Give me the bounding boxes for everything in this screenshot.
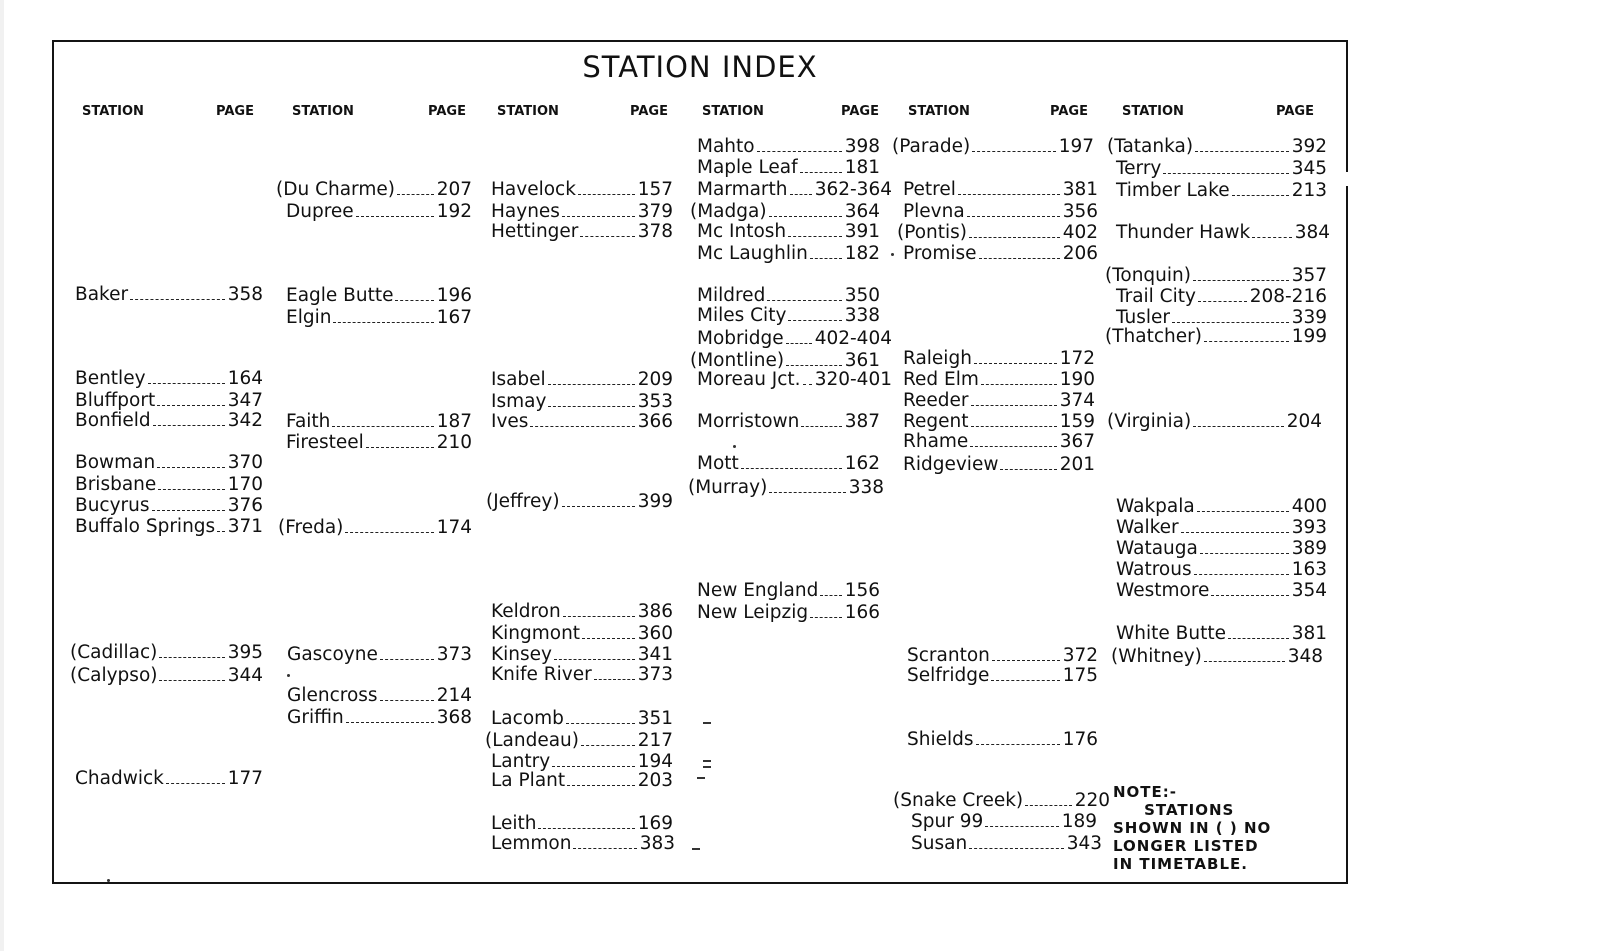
column-header-page: PAGE bbox=[1050, 104, 1088, 119]
station-entry bbox=[907, 646, 1098, 666]
station-page: 182 bbox=[844, 243, 880, 264]
station-page: 338 bbox=[848, 477, 884, 498]
station-name: Havelock bbox=[491, 179, 576, 200]
station-name: Trail City bbox=[1116, 286, 1196, 307]
station-entry bbox=[75, 391, 263, 411]
station-page: 339 bbox=[1291, 307, 1327, 328]
station-name: Reeder bbox=[903, 390, 969, 411]
station-entry bbox=[75, 411, 263, 431]
station-entry bbox=[697, 454, 880, 474]
station-name: (Calypso) bbox=[70, 665, 158, 686]
station-page: 199 bbox=[1291, 326, 1327, 347]
station-name: Raleigh bbox=[903, 348, 972, 369]
station-name: Leith bbox=[491, 813, 537, 834]
station-page: 189 bbox=[1061, 811, 1097, 832]
station-entry bbox=[1105, 266, 1327, 286]
column-header-page: PAGE bbox=[1276, 104, 1314, 119]
scan-edge bbox=[0, 0, 4, 951]
scan-mark bbox=[703, 722, 711, 724]
station-entry bbox=[690, 202, 880, 222]
station-name: Keldron bbox=[491, 601, 561, 622]
station-entry bbox=[893, 791, 1110, 811]
station-name: Bentley bbox=[75, 368, 146, 389]
station-name: Knife River bbox=[491, 664, 592, 685]
station-entry bbox=[491, 771, 673, 791]
station-entry bbox=[697, 581, 880, 601]
station-name: (Parade) bbox=[892, 136, 971, 157]
station-entry bbox=[286, 412, 472, 432]
station-name: Tusler bbox=[1116, 307, 1170, 328]
column-header-station: STATION bbox=[908, 104, 970, 119]
station-name: Kingmont bbox=[491, 623, 581, 644]
station-entry bbox=[491, 412, 673, 432]
station-page: 398 bbox=[844, 136, 880, 157]
station-name: Mildred bbox=[697, 285, 766, 306]
station-page: 392 bbox=[1291, 136, 1327, 157]
station-entry bbox=[697, 329, 892, 349]
station-name: (Landeau) bbox=[485, 730, 579, 751]
station-entry bbox=[491, 202, 673, 222]
station-page: 345 bbox=[1291, 158, 1327, 179]
station-entry bbox=[286, 308, 472, 328]
station-page: 162 bbox=[844, 453, 880, 474]
station-entry bbox=[75, 496, 263, 516]
station-entry bbox=[278, 518, 472, 538]
station-entry bbox=[491, 222, 673, 242]
station-page: 358 bbox=[227, 284, 263, 305]
station-page: 387 bbox=[844, 411, 880, 432]
scan-mark bbox=[733, 445, 736, 448]
station-page: 344 bbox=[227, 665, 263, 686]
station-page: 209 bbox=[637, 369, 673, 390]
station-entry bbox=[697, 137, 880, 157]
station-name: Thunder Hawk bbox=[1116, 222, 1251, 243]
station-entry bbox=[892, 137, 1094, 157]
station-name: New Leipzig bbox=[697, 602, 809, 623]
station-name: Watauga bbox=[1116, 538, 1198, 559]
station-entry bbox=[1105, 327, 1327, 347]
scan-mark bbox=[287, 674, 290, 677]
station-entry bbox=[491, 180, 673, 200]
station-entry bbox=[1116, 308, 1327, 328]
station-page: 356 bbox=[1062, 201, 1098, 222]
station-page: 214 bbox=[436, 685, 472, 706]
station-entry bbox=[907, 730, 1098, 750]
station-name: Miles City bbox=[697, 305, 787, 326]
station-entry bbox=[903, 412, 1095, 432]
station-page: 190 bbox=[1059, 369, 1095, 390]
station-name: Susan bbox=[911, 833, 968, 854]
station-page: 391 bbox=[844, 221, 880, 242]
station-page: 402-404 bbox=[814, 328, 892, 349]
station-name: Spur 99 bbox=[911, 811, 984, 832]
station-name: Lemmon bbox=[491, 833, 572, 854]
station-page: 181 bbox=[844, 157, 880, 178]
station-page: 164 bbox=[227, 368, 263, 389]
station-entry bbox=[491, 814, 673, 834]
station-name: Terry bbox=[1116, 158, 1162, 179]
station-name: Morristown bbox=[697, 411, 800, 432]
station-name: Faith bbox=[286, 411, 331, 432]
station-page: 381 bbox=[1062, 179, 1098, 200]
station-page: 360 bbox=[637, 623, 673, 644]
station-entry bbox=[491, 370, 673, 390]
station-entry bbox=[75, 475, 263, 495]
station-entry bbox=[903, 349, 1095, 369]
station-entry bbox=[903, 391, 1095, 411]
station-name: Chadwick bbox=[75, 768, 164, 789]
station-name: New England bbox=[697, 580, 819, 601]
station-page: 196 bbox=[436, 285, 472, 306]
station-page: 393 bbox=[1291, 517, 1327, 538]
station-page: 176 bbox=[1062, 729, 1098, 750]
station-name: Bluffport bbox=[75, 390, 156, 411]
station-name: Westmore bbox=[1116, 580, 1210, 601]
station-page: 192 bbox=[436, 201, 472, 222]
station-name: (Montline) bbox=[690, 350, 785, 371]
station-page: 167 bbox=[436, 307, 472, 328]
station-name: Bowman bbox=[75, 452, 156, 473]
station-entry bbox=[1116, 181, 1327, 201]
station-name: (Freda) bbox=[278, 517, 344, 538]
station-entry bbox=[491, 665, 673, 685]
station-page: 350 bbox=[844, 285, 880, 306]
station-entry bbox=[1116, 497, 1327, 517]
station-page: 163 bbox=[1291, 559, 1327, 580]
station-page: 373 bbox=[436, 644, 472, 665]
scan-mark bbox=[697, 777, 705, 779]
station-page: 367 bbox=[1059, 431, 1095, 452]
station-entry bbox=[697, 286, 880, 306]
station-page: 351 bbox=[637, 708, 673, 729]
station-name: Elgin bbox=[286, 307, 332, 328]
station-entry bbox=[75, 769, 263, 789]
station-entry bbox=[697, 412, 880, 432]
station-name: Buffalo Springs bbox=[75, 516, 216, 537]
station-entry bbox=[1116, 581, 1327, 601]
station-page: 366 bbox=[637, 411, 673, 432]
station-name: (Thatcher) bbox=[1105, 326, 1202, 347]
station-name: Kinsey bbox=[491, 644, 552, 665]
station-page: 371 bbox=[227, 516, 263, 537]
station-page: 156 bbox=[844, 580, 880, 601]
station-page: 159 bbox=[1059, 411, 1095, 432]
station-entry bbox=[697, 158, 880, 178]
station-entry bbox=[491, 645, 673, 665]
station-name: Shields bbox=[907, 729, 974, 750]
station-entry bbox=[1107, 412, 1322, 432]
station-entry bbox=[491, 752, 673, 772]
station-page: 379 bbox=[637, 201, 673, 222]
scan-mark bbox=[692, 848, 700, 850]
column-header-page: PAGE bbox=[216, 104, 254, 119]
station-page: 172 bbox=[1059, 348, 1095, 369]
station-entry bbox=[286, 433, 472, 453]
station-name: (Murray) bbox=[688, 477, 768, 498]
station-entry bbox=[903, 370, 1095, 390]
station-page: 175 bbox=[1062, 665, 1098, 686]
station-name: La Plant bbox=[491, 770, 566, 791]
station-page: 201 bbox=[1059, 454, 1095, 475]
station-page: 341 bbox=[637, 644, 673, 665]
station-page: 370 bbox=[227, 452, 263, 473]
station-entry bbox=[1116, 518, 1327, 538]
station-entry bbox=[697, 603, 880, 623]
station-name: Griffin bbox=[287, 707, 344, 728]
station-name: Mobridge bbox=[697, 328, 784, 349]
station-page: 374 bbox=[1059, 390, 1095, 411]
station-page: 320-401 bbox=[814, 369, 892, 390]
station-name: Watrous bbox=[1116, 559, 1192, 580]
station-name: Mc Intosh bbox=[697, 221, 787, 242]
station-name: Ridgeview bbox=[903, 454, 999, 475]
station-entry bbox=[276, 180, 472, 200]
station-entry bbox=[907, 666, 1098, 686]
station-entry bbox=[75, 285, 263, 305]
station-page: 194 bbox=[637, 751, 673, 772]
station-name: Bonfield bbox=[75, 410, 151, 431]
station-entry bbox=[287, 645, 472, 665]
station-page: 389 bbox=[1291, 538, 1327, 559]
station-entry bbox=[486, 492, 673, 512]
station-entry bbox=[697, 222, 880, 242]
station-name: Regent bbox=[903, 411, 969, 432]
station-name: Haynes bbox=[491, 201, 560, 222]
station-name: Ismay bbox=[491, 391, 547, 412]
station-page: 357 bbox=[1291, 265, 1327, 286]
station-entry bbox=[903, 432, 1095, 452]
station-page: 204 bbox=[1286, 411, 1322, 432]
station-entry bbox=[688, 478, 884, 498]
station-page: 384 bbox=[1294, 222, 1330, 243]
station-entry bbox=[697, 180, 892, 200]
station-entry bbox=[491, 392, 673, 412]
station-name: (Snake Creek) bbox=[893, 790, 1024, 811]
station-page: 187 bbox=[436, 411, 472, 432]
station-page: 372 bbox=[1062, 645, 1098, 666]
station-page: 348 bbox=[1287, 646, 1323, 667]
station-page: 368 bbox=[436, 707, 472, 728]
station-page: 213 bbox=[1291, 180, 1327, 201]
station-page: 208-216 bbox=[1249, 286, 1327, 307]
station-entry bbox=[75, 517, 263, 537]
station-name: (Jeffrey) bbox=[486, 491, 560, 512]
station-page: 166 bbox=[844, 602, 880, 623]
station-page: 203 bbox=[637, 770, 673, 791]
station-entry bbox=[903, 180, 1098, 200]
station-entry bbox=[1116, 539, 1327, 559]
station-entry bbox=[287, 708, 472, 728]
station-name: Lantry bbox=[491, 751, 551, 772]
station-name: Marmarth bbox=[697, 179, 788, 200]
station-entry bbox=[1116, 287, 1327, 307]
scan-mark bbox=[107, 879, 110, 882]
station-entry bbox=[1116, 624, 1327, 644]
station-entry bbox=[897, 223, 1098, 243]
column-header-station: STATION bbox=[497, 104, 559, 119]
station-entry bbox=[1116, 560, 1327, 580]
station-page: 343 bbox=[1066, 833, 1102, 854]
station-name: Plevna bbox=[903, 201, 965, 222]
station-page: 217 bbox=[637, 730, 673, 751]
station-name: Dupree bbox=[286, 201, 354, 222]
station-page: 174 bbox=[436, 517, 472, 538]
station-page: 169 bbox=[637, 813, 673, 834]
station-name: Wakpala bbox=[1116, 496, 1195, 517]
station-name: Firesteel bbox=[286, 432, 364, 453]
station-name: Eagle Butte bbox=[286, 285, 394, 306]
station-page: 362-364 bbox=[814, 179, 892, 200]
station-entry bbox=[903, 202, 1098, 222]
station-name: Rhame bbox=[903, 431, 969, 452]
station-entry bbox=[697, 306, 880, 326]
station-entry bbox=[485, 731, 673, 751]
station-page: 361 bbox=[844, 350, 880, 371]
scan-mark bbox=[703, 760, 711, 762]
station-entry bbox=[1116, 223, 1330, 243]
station-entry bbox=[491, 709, 673, 729]
station-entry bbox=[1116, 159, 1327, 179]
station-page: 399 bbox=[637, 491, 673, 512]
station-page: 402 bbox=[1062, 222, 1098, 243]
column-header-station: STATION bbox=[702, 104, 764, 119]
station-name: Lacomb bbox=[491, 708, 564, 729]
station-entry bbox=[75, 369, 263, 389]
station-page: 378 bbox=[637, 221, 673, 242]
station-entry bbox=[903, 244, 1098, 264]
station-page: 220 bbox=[1074, 790, 1110, 811]
station-name: Isabel bbox=[491, 369, 546, 390]
station-page: 383 bbox=[639, 833, 675, 854]
station-page: 347 bbox=[227, 390, 263, 411]
station-name: Gascoyne bbox=[287, 644, 378, 665]
station-page: 386 bbox=[637, 601, 673, 622]
station-entry bbox=[697, 244, 880, 264]
station-page: 381 bbox=[1291, 623, 1327, 644]
station-entry bbox=[491, 624, 673, 644]
station-entry bbox=[911, 812, 1097, 832]
column-header-page: PAGE bbox=[428, 104, 466, 119]
station-page: 376 bbox=[227, 495, 263, 516]
station-page: 395 bbox=[227, 642, 263, 663]
station-name: Scranton bbox=[907, 645, 990, 666]
station-name: Brisbane bbox=[75, 474, 157, 495]
page-title: STATION INDEX bbox=[582, 50, 818, 84]
column-header-station: STATION bbox=[82, 104, 144, 119]
station-page: 353 bbox=[637, 391, 673, 412]
station-name: Moreau Jct. bbox=[697, 369, 801, 390]
station-name: Hettinger bbox=[491, 221, 579, 242]
station-name: (Madga) bbox=[690, 201, 767, 222]
station-name: Walker bbox=[1116, 517, 1179, 538]
station-page: 210 bbox=[436, 432, 472, 453]
station-name: (Virginia) bbox=[1107, 411, 1192, 432]
station-entry bbox=[75, 453, 263, 473]
station-name: (Tatanka) bbox=[1107, 136, 1194, 157]
frame-gap bbox=[1346, 172, 1352, 186]
station-page: 207 bbox=[436, 179, 472, 200]
station-name: Mahto bbox=[697, 136, 755, 157]
column-header-page: PAGE bbox=[841, 104, 879, 119]
station-page: 364 bbox=[844, 201, 880, 222]
station-page: 338 bbox=[844, 305, 880, 326]
station-page: 157 bbox=[637, 179, 673, 200]
station-page: 354 bbox=[1291, 580, 1327, 601]
station-entry bbox=[911, 834, 1102, 854]
column-header-station: STATION bbox=[1122, 104, 1184, 119]
column-header-page: PAGE bbox=[630, 104, 668, 119]
station-name: Selfridge bbox=[907, 665, 990, 686]
station-entry bbox=[697, 370, 892, 390]
station-name: (Pontis) bbox=[897, 222, 968, 243]
station-entry bbox=[286, 202, 472, 222]
station-name: Ives bbox=[491, 411, 529, 432]
station-page: 170 bbox=[227, 474, 263, 495]
scan-mark bbox=[891, 253, 894, 256]
station-name: (Tonquin) bbox=[1105, 265, 1191, 286]
station-name: Maple Leaf bbox=[697, 157, 798, 178]
station-entry bbox=[491, 602, 673, 622]
station-name: (Whitney) bbox=[1111, 646, 1202, 667]
note-text: NOTE:- STATIONS SHOWN IN ( ) NO LONGER LISTED IN TIMETABLE. bbox=[1113, 783, 1272, 873]
station-page: 177 bbox=[227, 768, 263, 789]
station-name: (Cadillac) bbox=[70, 642, 158, 663]
station-entry bbox=[903, 455, 1095, 475]
station-entry bbox=[286, 286, 472, 306]
station-entry bbox=[1111, 647, 1323, 667]
station-name: Baker bbox=[75, 284, 129, 305]
station-entry bbox=[70, 643, 263, 663]
station-name: Petrel bbox=[903, 179, 956, 200]
station-page: 206 bbox=[1062, 243, 1098, 264]
station-page: 197 bbox=[1058, 136, 1094, 157]
station-name: Red Elm bbox=[903, 369, 979, 390]
station-entry bbox=[491, 834, 675, 854]
station-name: (Du Charme) bbox=[276, 179, 395, 200]
station-name: Mott bbox=[697, 453, 739, 474]
station-name: Mc Laughlin bbox=[697, 243, 808, 264]
station-page: 342 bbox=[227, 410, 263, 431]
station-name: Timber Lake bbox=[1116, 180, 1230, 201]
scan-mark bbox=[703, 766, 711, 768]
column-header-station: STATION bbox=[292, 104, 354, 119]
station-entry bbox=[70, 666, 263, 686]
station-page: 373 bbox=[637, 664, 673, 685]
station-entry bbox=[690, 351, 880, 371]
station-entry bbox=[287, 686, 472, 706]
station-name: Promise bbox=[903, 243, 977, 264]
station-name: White Butte bbox=[1116, 623, 1226, 644]
station-name: Glencross bbox=[287, 685, 378, 706]
station-entry bbox=[1107, 137, 1327, 157]
station-page: 400 bbox=[1291, 496, 1327, 517]
station-name: Bucyrus bbox=[75, 495, 150, 516]
